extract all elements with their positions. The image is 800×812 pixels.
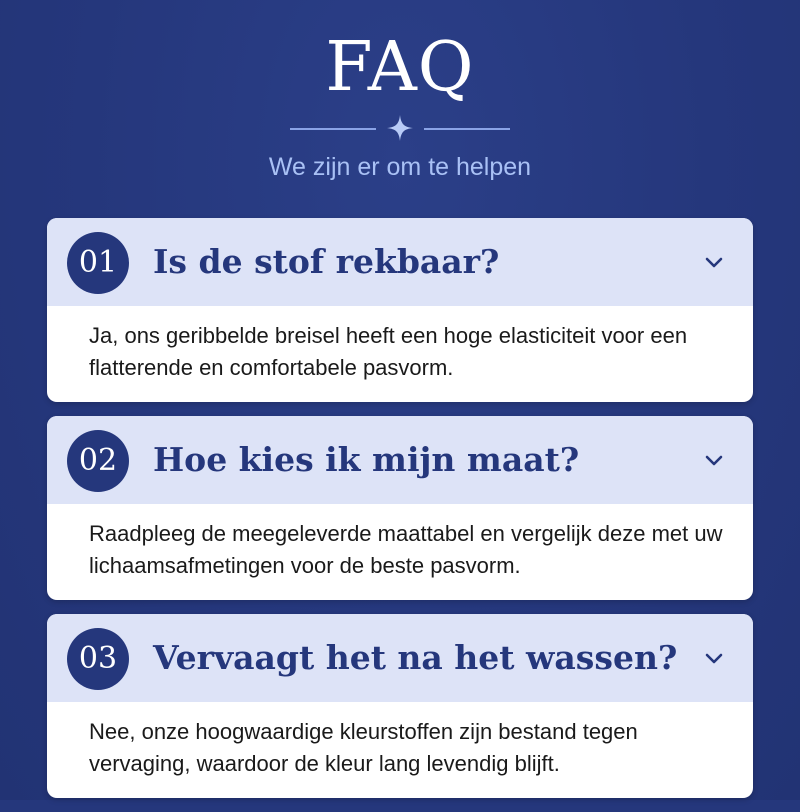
sparkle-icon: [386, 114, 414, 142]
question-text: Vervaagt het na het wassen?: [153, 638, 678, 677]
faq-item-3: [47, 614, 753, 798]
faq-list: [47, 218, 753, 812]
title-divider: [290, 114, 510, 144]
divider-line-right: [424, 128, 510, 130]
faq-item-2: [47, 416, 753, 600]
divider-line-left: [290, 128, 376, 130]
answer-text: Ja, ons geribbelde breisel heeft een hoge elasticiteit voor een flatterende en comfortabele pasvorm.: [89, 323, 688, 380]
faq-header: [0, 28, 800, 182]
question-text: Is de stof rekbaar?: [153, 242, 500, 281]
answer-text: Raadpleeg de meegeleverde maattabel en vergelijk deze met uw lichaamsafmetingen voor de beste pasvorm.: [89, 521, 723, 578]
faq-question-bar[interactable]: [47, 416, 753, 504]
answer-text: Nee, onze hoogwaardige kleurstoffen zijn bestand tegen vervaging, waardoor de kleur lang levendig blijft.: [89, 719, 638, 776]
page-title: FAQ: [325, 28, 475, 107]
chevron-down-icon[interactable]: [703, 251, 725, 273]
question-number-badge: 01: [67, 232, 129, 294]
chevron-down-icon[interactable]: [703, 449, 725, 471]
chevron-down-icon[interactable]: [703, 647, 725, 669]
faq-question-bar[interactable]: [47, 614, 753, 702]
faq-question-bar[interactable]: [47, 218, 753, 306]
question-text: Hoe kies ik mijn maat?: [153, 440, 580, 479]
question-number-badge: 03: [67, 628, 129, 690]
faq-item-1: [47, 218, 753, 402]
question-number-badge: 02: [67, 430, 129, 492]
page-subtitle: We zijn er om te helpen: [268, 153, 532, 181]
